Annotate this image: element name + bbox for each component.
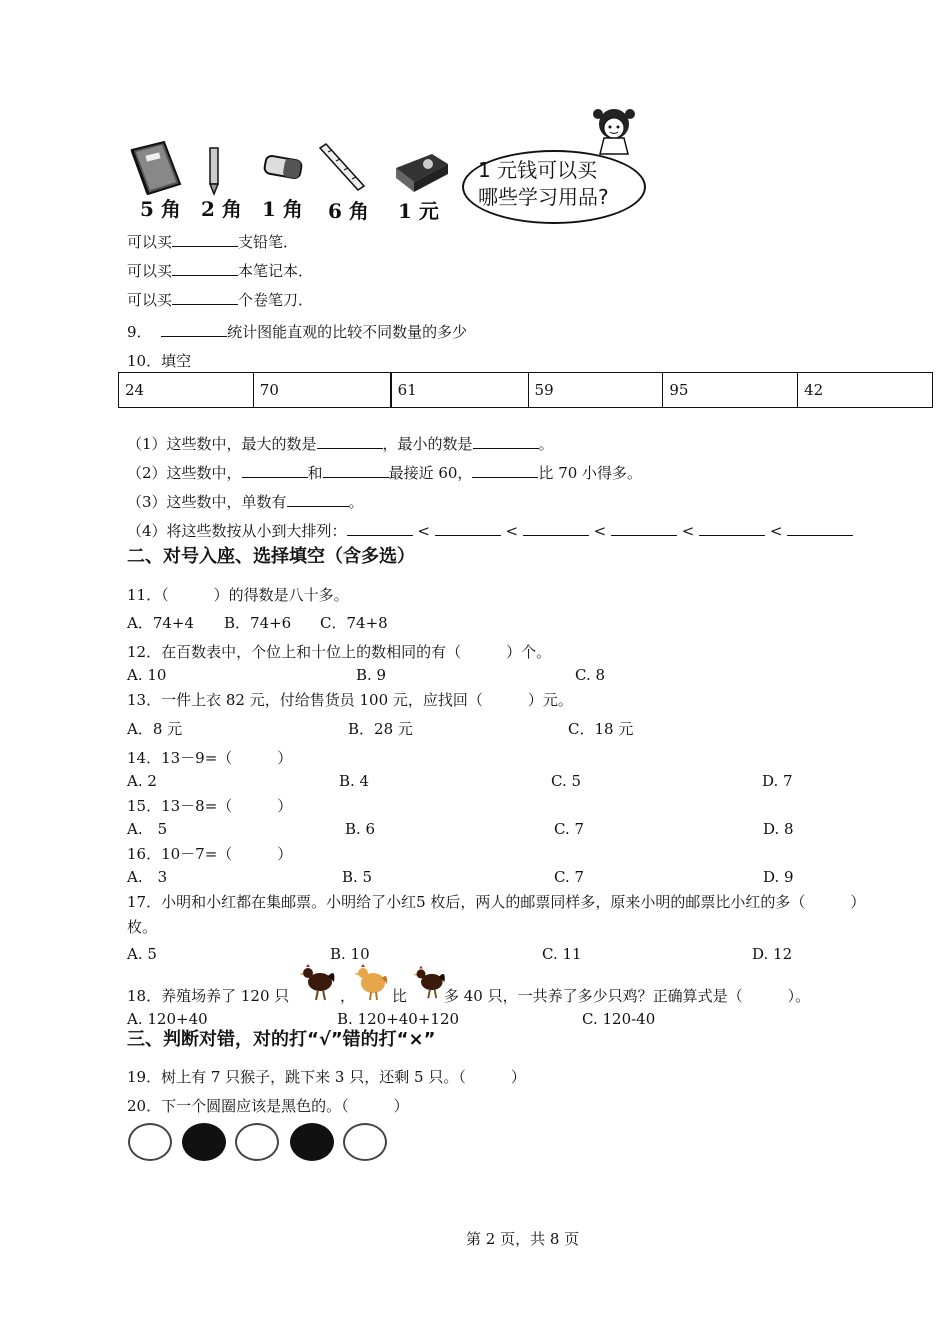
answer-blank[interactable] bbox=[172, 232, 238, 247]
q12-option-a[interactable]: A. 10 bbox=[127, 666, 167, 684]
answer-blank[interactable] bbox=[323, 463, 389, 478]
q17-option-b[interactable]: B. 10 bbox=[330, 945, 370, 963]
less-than-sign: < bbox=[593, 522, 607, 540]
q12-option-c[interactable]: C. 8 bbox=[575, 666, 606, 684]
q16-option-b[interactable]: B. 5 bbox=[342, 868, 373, 886]
hen-icon bbox=[354, 962, 390, 1006]
q8-line-suffix: 本笔记本． bbox=[238, 262, 314, 280]
q8-line-suffix: 支铅笔． bbox=[238, 233, 299, 251]
table-cell: 95 bbox=[663, 373, 798, 408]
ruler-picture bbox=[318, 142, 366, 196]
answer-blank[interactable] bbox=[435, 521, 501, 536]
less-than-sign: < bbox=[769, 522, 783, 540]
q16-option-a[interactable]: A. 3 bbox=[127, 868, 168, 886]
question-18-part-1: 18．养殖场养了 120 只 bbox=[127, 987, 290, 1005]
q11-option-c[interactable]: C．74+8 bbox=[320, 614, 388, 632]
circle-black bbox=[182, 1123, 226, 1161]
q10-sub-text: 。 bbox=[538, 435, 554, 453]
answer-blank[interactable] bbox=[472, 463, 538, 478]
sharpener-picture bbox=[388, 150, 452, 198]
q13-option-c[interactable]: C．18 元 bbox=[568, 720, 634, 738]
section-3-heading: 三、判断对错，对的打“√”错的打“×” bbox=[127, 1029, 436, 1050]
question-20: 20．下一个圆圈应该是黑色的。（ ） bbox=[127, 1097, 409, 1115]
table-cell: 70 bbox=[253, 373, 390, 408]
q10-sub-3 bbox=[127, 492, 364, 512]
q10-sub-text: ，最小的数是 bbox=[382, 435, 473, 453]
q15-option-a[interactable]: A. 5 bbox=[127, 820, 168, 838]
q8-line-suffix: 个卷笔刀． bbox=[238, 291, 314, 309]
table-cell: 59 bbox=[528, 373, 663, 408]
q17-option-d[interactable]: D. 12 bbox=[752, 945, 793, 963]
q15-option-b[interactable]: B. 6 bbox=[345, 820, 376, 838]
q10-sub-4 bbox=[127, 521, 853, 541]
q10-sub-text: （3）这些数中，单数有 bbox=[127, 493, 287, 511]
rooster-icon bbox=[412, 962, 448, 1006]
q8-line-3 bbox=[127, 290, 313, 310]
price-sharpener: 1 元 bbox=[398, 199, 439, 223]
question-18-part-4: 多 40 只，一共养了多少只鸡？正确算式是（ ）。 bbox=[444, 987, 811, 1005]
q10-sub-text: 。 bbox=[348, 493, 364, 511]
q10-sub-text: （1）这些数中，最大的数是 bbox=[127, 435, 317, 453]
question-18-part-3: 比 bbox=[392, 987, 408, 1005]
answer-blank[interactable] bbox=[172, 290, 238, 305]
q18-option-b[interactable]: B. 120+40+120 bbox=[337, 1010, 460, 1028]
q18-option-a[interactable]: A. 120+40 bbox=[127, 1010, 208, 1028]
q10-sub-text: 和 bbox=[307, 464, 323, 482]
q18-option-c[interactable]: C. 120-40 bbox=[582, 1010, 656, 1028]
notebook-picture bbox=[128, 140, 184, 202]
question-14: 14．13－9=（ ） bbox=[127, 749, 293, 767]
answer-blank[interactable] bbox=[787, 521, 853, 536]
circle-white bbox=[343, 1123, 387, 1161]
table-cell: 42 bbox=[798, 373, 933, 408]
question-13: 13．一件上衣 82 元，付给售货员 100 元，应找回（ ）元。 bbox=[127, 691, 573, 709]
q10-sub-text: （2）这些数中， bbox=[127, 464, 242, 482]
q10-sub-text: 比 70 小得多。 bbox=[538, 464, 643, 482]
less-than-sign: < bbox=[681, 522, 695, 540]
question-text: 统计图能直观的比较不同数量的多少 bbox=[227, 323, 468, 341]
q10-sub-1 bbox=[127, 434, 554, 454]
q8-line-prefix: 可以买 bbox=[127, 233, 173, 251]
question-number: 9． bbox=[127, 323, 152, 341]
answer-blank[interactable] bbox=[699, 521, 765, 536]
question-12: 12．在百数表中，个位上和十位上的数相同的有（ ）个。 bbox=[127, 643, 552, 661]
q14-option-d[interactable]: D. 7 bbox=[762, 772, 793, 790]
answer-blank[interactable] bbox=[523, 521, 589, 536]
less-than-sign: < bbox=[505, 522, 519, 540]
section-2-heading: 二、对号入座、选择填空（含多选） bbox=[127, 546, 415, 567]
answer-blank[interactable] bbox=[347, 521, 413, 536]
answer-blank[interactable] bbox=[172, 261, 238, 276]
q8-line-2 bbox=[127, 261, 313, 281]
price-ruler: 6 角 bbox=[328, 199, 369, 223]
q14-option-a[interactable]: A. 2 bbox=[127, 772, 157, 790]
q17-option-c[interactable]: C. 11 bbox=[542, 945, 582, 963]
question-9 bbox=[127, 322, 467, 342]
price-notebook: 5 角 bbox=[140, 197, 181, 221]
circle-white bbox=[128, 1123, 172, 1161]
circle-white bbox=[235, 1123, 279, 1161]
bubble-line-2: 哪些学习用品? bbox=[478, 185, 609, 209]
rooster-icon bbox=[298, 962, 338, 1006]
question-19: 19．树上有 7 只猴子，跳下来 3 只，还剩 5 只。（ ） bbox=[127, 1068, 526, 1086]
table-cell: 61 bbox=[391, 373, 528, 408]
q8-line-1 bbox=[127, 232, 298, 252]
question-15: 15．13－8=（ ） bbox=[127, 797, 293, 815]
q8-line-prefix: 可以买 bbox=[127, 291, 173, 309]
q10-sub-text: （4）将这些数按从小到大排列： bbox=[127, 522, 347, 540]
q13-option-a[interactable]: A．8 元 bbox=[127, 720, 183, 738]
answer-blank[interactable] bbox=[161, 322, 227, 337]
q14-option-c[interactable]: C. 5 bbox=[551, 772, 582, 790]
answer-blank[interactable] bbox=[242, 463, 308, 478]
q12-option-b[interactable]: B. 9 bbox=[356, 666, 387, 684]
numbers-table bbox=[118, 372, 933, 408]
answer-blank[interactable] bbox=[611, 521, 677, 536]
table-cell: 24 bbox=[119, 373, 254, 408]
question-18-part-2: ， bbox=[340, 987, 356, 1005]
price-eraser: 1 角 bbox=[262, 197, 303, 221]
girl-picture bbox=[590, 104, 638, 160]
price-pencil: 2 角 bbox=[201, 197, 242, 221]
question-11: 11．（ ）的得数是八十多。 bbox=[127, 586, 349, 604]
circle-black bbox=[290, 1123, 334, 1161]
q10-sub-text: 最接近 60， bbox=[388, 464, 473, 482]
question-16: 16．10－7=（ ） bbox=[127, 845, 293, 863]
bubble-line-1: 1 元钱可以买 bbox=[478, 158, 598, 182]
q13-option-b[interactable]: B．28 元 bbox=[348, 720, 413, 738]
q15-option-c[interactable]: C. 7 bbox=[554, 820, 585, 838]
q11-option-a[interactable]: A．74+4 bbox=[127, 614, 195, 632]
q17-option-a[interactable]: A. 5 bbox=[127, 945, 157, 963]
eraser-picture bbox=[262, 152, 306, 186]
q14-option-b[interactable]: B. 4 bbox=[339, 772, 370, 790]
q15-option-d[interactable]: D. 8 bbox=[763, 820, 794, 838]
q16-option-c[interactable]: C. 7 bbox=[554, 868, 585, 886]
q10-sub-2 bbox=[127, 463, 642, 483]
less-than-sign: < bbox=[417, 522, 430, 540]
question-10-title: 10．填空 bbox=[127, 352, 192, 370]
question-17: 17．小明和小红都在集邮票。小明给了小红5 枚后，两人的邮票同样多，原来小明的邮票比小红的多（ ） bbox=[127, 893, 866, 911]
pencil-picture bbox=[204, 146, 224, 200]
answer-blank[interactable] bbox=[317, 434, 383, 449]
q11-option-b[interactable]: B．74+6 bbox=[224, 614, 292, 632]
question-17-line-2: 枚。 bbox=[127, 918, 158, 936]
q16-option-d[interactable]: D. 9 bbox=[763, 868, 794, 886]
page-footer: 第 2 页，共 8 页 bbox=[466, 1230, 580, 1248]
answer-blank[interactable] bbox=[287, 492, 349, 507]
q8-line-prefix: 可以买 bbox=[127, 262, 173, 280]
answer-blank[interactable] bbox=[473, 434, 539, 449]
